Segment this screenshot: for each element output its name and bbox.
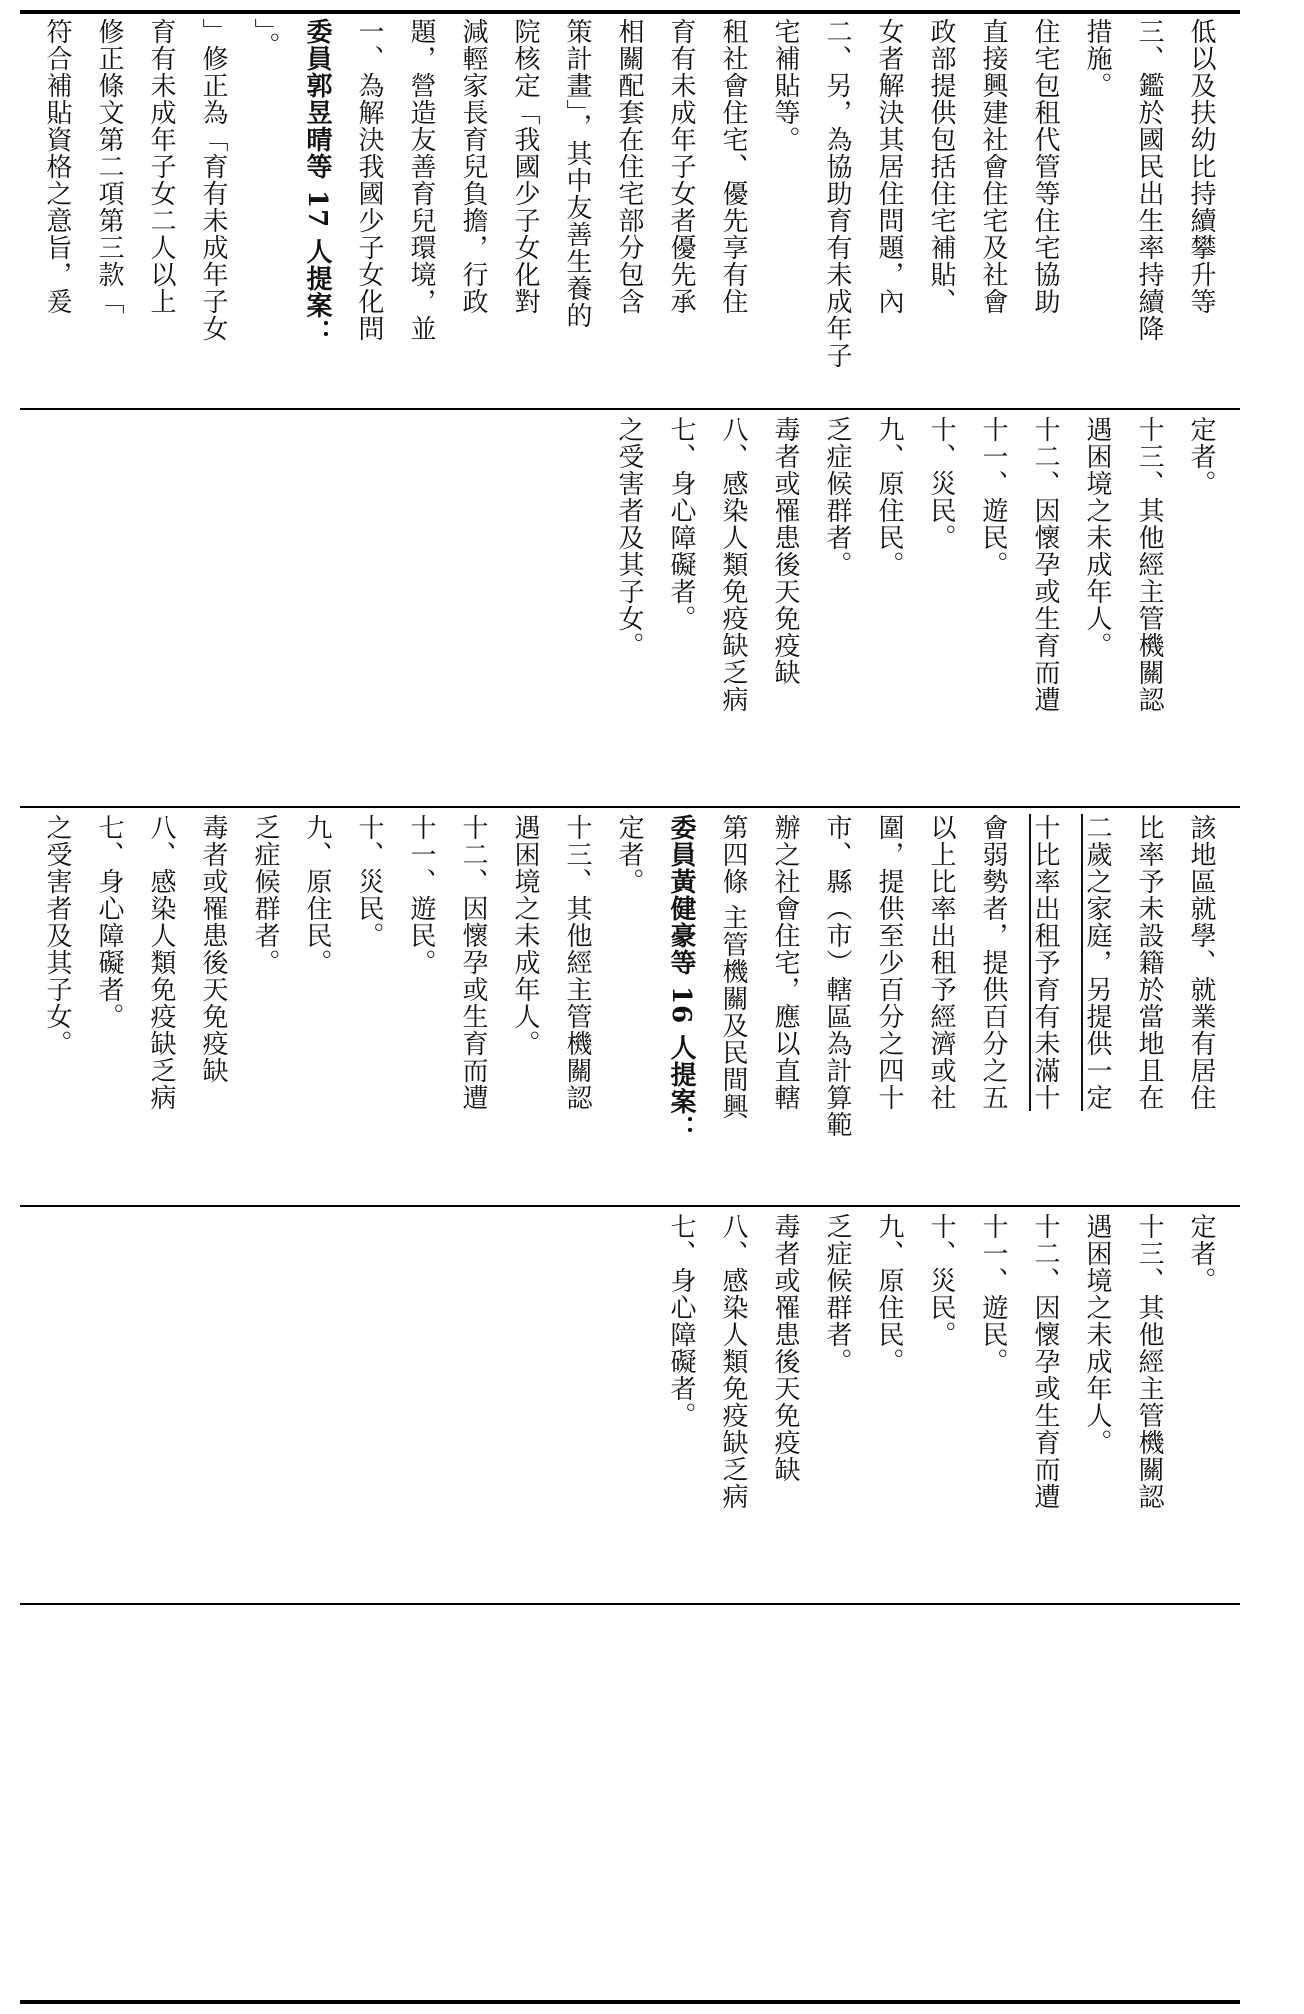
text-column: 十三、其他經主管機關認 (562, 814, 592, 1111)
text-column: 」。 (250, 18, 280, 59)
text-column: 策計畫」，其中友善生養的 (562, 18, 592, 329)
bottom-rule (20, 2000, 1240, 2004)
text-column: 」修正為「育有未成年子女 (198, 18, 228, 342)
text-column: 圍，提供至少百分之四十 (874, 814, 904, 1111)
text-column: 二、另，為協助育有未成年子 (822, 18, 852, 369)
text-column: 毒者或罹患後天免疫缺 (770, 416, 800, 686)
text-column: 遇困境之未成年人。 (510, 814, 540, 1057)
text-column: 毒者或罹患後天免疫缺 (198, 814, 228, 1084)
text-column: 十、災民。 (354, 814, 384, 949)
text-column: 政部提供包括住宅補貼、 (926, 18, 956, 315)
text-column: 十三、其他經主管機關認 (1134, 1213, 1164, 1510)
text-column: 遇困境之未成年人。 (1082, 1213, 1112, 1456)
text-column: 委員黃健豪等 16 人提案： (666, 814, 696, 1143)
text-column: 八、感染人類免疫缺乏病 (718, 416, 748, 713)
text-column: 一、為解決我國少子女化問 (354, 18, 384, 342)
text-column: 九、原住民。 (302, 814, 332, 976)
text-column: 院核定「我國少子女化對 (510, 18, 540, 315)
text-column: 十比率出租予育有未滿十 (1030, 814, 1060, 1111)
text-column: 之受害者及其子女。 (614, 416, 644, 659)
text-column: 九、原住民。 (874, 1213, 904, 1375)
text-column: 符合補貼資格之意旨，爰 (42, 18, 72, 315)
text-column: 乏症候群者。 (250, 814, 280, 976)
text-column: 十二、因懷孕或生育而遭 (458, 814, 488, 1111)
text-column: 以上比率出租予經濟或社 (926, 814, 956, 1111)
text-column: 十二、因懷孕或生育而遭 (1030, 1213, 1060, 1510)
text-column: 十、災民。 (926, 416, 956, 551)
text-column: 女者解決其居住問題，內 (874, 18, 904, 315)
text-column: 辦之社會住宅，應以直轄 (770, 814, 800, 1111)
text-column: 租社會住宅、優先享有住 (718, 18, 748, 315)
text-column: 低以及扶幼比持續攀升等 (1186, 18, 1216, 315)
text-column: 毒者或罹患後天免疫缺 (770, 1213, 800, 1483)
text-column: 二歲之家庭，另提供一定 (1082, 814, 1112, 1111)
text-column: 相關配套在住宅部分包含 (614, 18, 644, 315)
text-column: 定者。 (1186, 416, 1216, 497)
divider-1 (20, 408, 1240, 410)
text-column: 之受害者及其子女。 (42, 814, 72, 1057)
text-column: 題，營造友善育兒環境，並 (406, 18, 436, 342)
text-column: 十三、其他經主管機關認 (1134, 416, 1164, 713)
text-column: 十二、因懷孕或生育而遭 (1030, 416, 1060, 713)
text-column: 住宅包租代管等住宅協助 (1030, 18, 1060, 315)
text-column: 第四條 主管機關及民間興 (718, 814, 748, 1121)
text-column: 育有未成年子女者優先承 (666, 18, 696, 315)
text-column: 九、原住民。 (874, 416, 904, 578)
text-column: 該地區就學、就業有居住 (1186, 814, 1216, 1111)
text-column: 十一、遊民。 (978, 1213, 1008, 1375)
text-column: 措施。 (1082, 18, 1112, 99)
text-column: 七、身心障礙者。 (666, 1213, 696, 1429)
text-column: 比率予未設籍於當地且在 (1134, 814, 1164, 1111)
text-column: 乏症候群者。 (822, 1213, 852, 1375)
divider-3 (20, 1205, 1240, 1207)
text-column: 減輕家長育兒負擔，行政 (458, 18, 488, 315)
text-column: 七、身心障礙者。 (94, 814, 124, 1030)
divider-4 (20, 1603, 1240, 1605)
text-column: 定者。 (614, 814, 644, 895)
text-column: 七、身心障礙者。 (666, 416, 696, 632)
text-column: 十、災民。 (926, 1213, 956, 1348)
top-rule (20, 10, 1240, 14)
text-column: 委員郭昱晴等 17 人提案： (302, 18, 332, 347)
text-column: 十一、遊民。 (406, 814, 436, 976)
text-column: 修正條文第二項第三款「 (94, 18, 124, 315)
text-column: 乏症候群者。 (822, 416, 852, 578)
text-column: 會弱勢者，提供百分之五 (978, 814, 1008, 1111)
text-column: 直接興建社會住宅及社會 (978, 18, 1008, 315)
text-column: 八、感染人類免疫缺乏病 (718, 1213, 748, 1510)
text-column: 宅補貼等。 (770, 18, 800, 153)
text-column: 十一、遊民。 (978, 416, 1008, 578)
text-column: 三、鑑於國民出生率持續降 (1134, 18, 1164, 342)
text-column: 市、縣（市）轄區為計算範 (822, 814, 852, 1138)
divider-2 (20, 806, 1240, 808)
text-column: 定者。 (1186, 1213, 1216, 1294)
text-column: 遇困境之未成年人。 (1082, 416, 1112, 659)
text-column: 八、感染人類免疫缺乏病 (146, 814, 176, 1111)
text-column: 育有未成年子女二人以上 (146, 18, 176, 315)
